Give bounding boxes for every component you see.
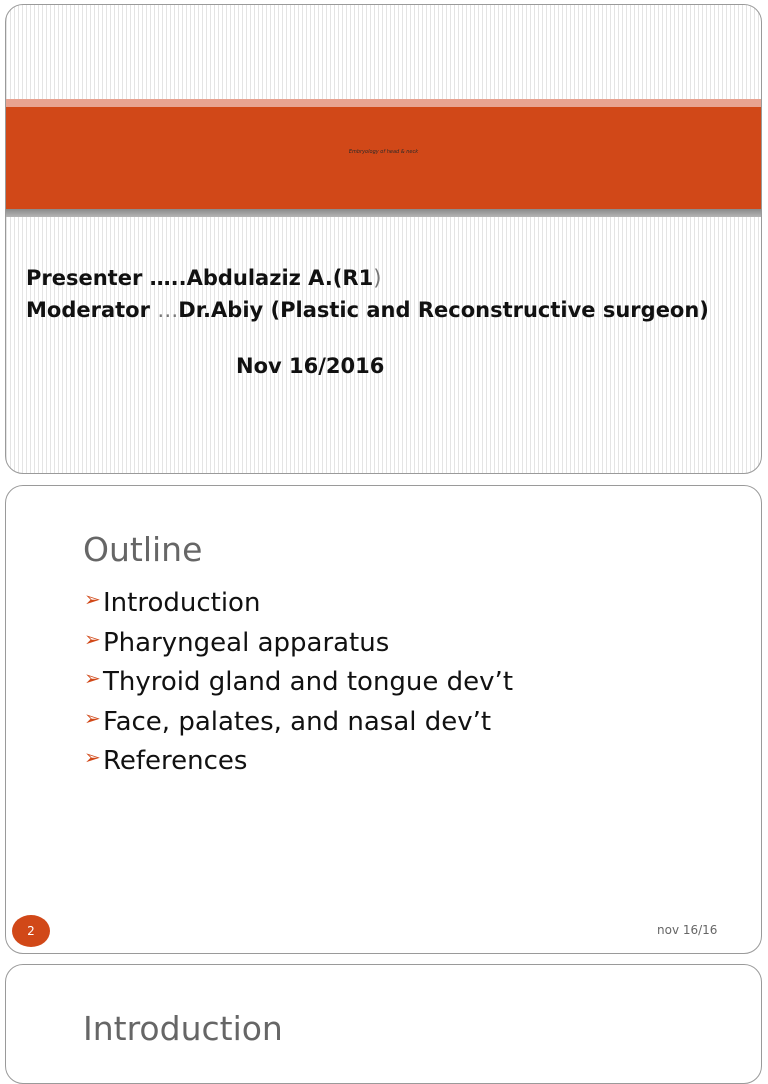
presenter-block [26,265,726,324]
arrow-bullet-icon: ➢ [84,745,101,769]
list-item [84,584,513,624]
outline-title: Outline [83,530,203,569]
moderator-line [26,297,726,324]
list-item-text: References [103,746,248,776]
title-band-shadow [6,209,761,217]
outline-slide [5,485,762,954]
list-item [84,663,513,703]
title-band-highlight [6,99,761,107]
title-band [6,107,761,211]
moderator-text: Dr.Abiy (Plastic and Reconstructive surgeon) [178,298,709,322]
presenter-paren: ) [373,266,382,290]
moderator-ellipsis: … [157,298,179,322]
band-title: Embryology of head & neck [348,149,419,155]
list-item-text: Introduction [103,588,261,618]
arrow-bullet-icon: ➢ [84,666,101,690]
outline-list [84,584,513,782]
list-item [84,742,513,782]
moderator-label: Moderator [26,298,158,322]
presentation-date: Nov 16/2016 [236,354,385,378]
slide-number-badge: 2 [12,915,50,947]
presenter-text: Presenter …..Abdulaziz A.(R1 [26,266,374,290]
introduction-slide [5,964,762,1084]
arrow-bullet-icon: ➢ [84,626,101,651]
list-item-text: Face, palates, and nasal dev’t [103,706,492,737]
title-slide [5,4,762,474]
introduction-title: Introduction [83,1009,283,1048]
list-item [84,624,513,664]
arrow-bullet-icon: ➢ [84,705,101,730]
arrow-bullet-icon: ➢ [84,587,101,611]
presenter-line [26,265,726,292]
list-item-text: Thyroid gland and tongue dev’t [103,667,514,697]
list-item-text: Pharyngeal apparatus [103,627,390,658]
slide-footer-date: nov 16/16 [657,923,718,937]
list-item [84,703,513,743]
